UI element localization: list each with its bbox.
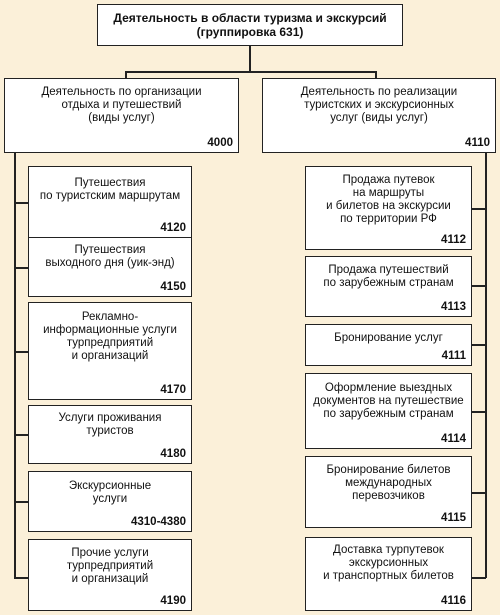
right-category-label: Деятельность по реализации туристских и экскурсионных услуг (виды услуг) — [300, 86, 458, 124]
right-child-code: 4115 — [441, 512, 466, 524]
right-branch-connector — [472, 208, 486, 210]
right-child-label: Доставка турпутевок экскурсионных и транспортных билетов — [323, 544, 454, 582]
right-child-box — [305, 166, 472, 250]
left-child-box — [28, 405, 192, 464]
left-child-box — [28, 302, 192, 400]
right-branch-connector — [472, 577, 486, 579]
right-child-code: 4112 — [441, 234, 466, 246]
right-child-box — [305, 256, 472, 317]
left-child-label: Рекламно- информационные услуги турпредприятий и организаций — [43, 311, 177, 362]
right-child-box — [305, 456, 472, 528]
root-box — [97, 4, 403, 46]
right-child-label: Продажа путевок на маршруты и билетов на экскурсии по территории РФ — [326, 174, 451, 225]
left-category-label: Деятельность по организации отдыха и путешествий (виды услуг) — [41, 86, 202, 124]
horizontal-connector — [125, 71, 375, 73]
right-category-code: 4110 — [465, 137, 490, 149]
left-child-box — [28, 237, 192, 297]
right-child-box — [305, 324, 472, 366]
right-branch-connector — [472, 285, 486, 287]
right-category-box — [262, 78, 496, 153]
left-branch-connector — [14, 577, 28, 579]
left-child-label: Путешествия по туристским маршрутам — [39, 177, 181, 202]
left-child-box — [28, 471, 192, 532]
right-child-code: 4113 — [441, 301, 466, 313]
right-child-label: Оформление выездных документов на путешествие по зарубежным странам — [313, 382, 464, 420]
left-branch-connector — [14, 351, 28, 353]
right-branch-connector — [472, 411, 486, 413]
left-category-box — [4, 78, 239, 153]
left-down-connector — [125, 71, 127, 78]
right-child-label: Бронирование услуг — [334, 332, 443, 344]
right-child-label: Бронирование билетов международных перевозчиков — [326, 464, 451, 502]
left-category-code: 4000 — [207, 137, 233, 149]
root-label: Деятельность в области туризма и экскурсий (группировка 631) — [113, 11, 387, 39]
right-down-connector — [375, 71, 377, 78]
root-down-connector — [249, 46, 251, 72]
left-spine — [14, 153, 16, 578]
left-child-code: 4150 — [160, 281, 186, 293]
left-child-code: 4180 — [160, 448, 186, 460]
right-child-box — [305, 373, 472, 449]
right-child-box — [305, 537, 472, 611]
left-child-code: 4190 — [160, 595, 186, 607]
left-branch-connector — [14, 501, 28, 503]
left-branch-connector — [14, 267, 28, 269]
left-child-label: Экскурсионные услуги — [68, 480, 152, 505]
left-child-code: 4310-4380 — [131, 516, 186, 528]
right-child-code: 4114 — [441, 433, 466, 445]
left-branch-connector — [14, 202, 28, 204]
left-child-box — [28, 539, 192, 611]
right-branch-connector — [472, 344, 486, 346]
left-child-label: Прочие услуги турпредприятий и организаций — [66, 547, 154, 585]
right-child-code: 4116 — [441, 595, 466, 607]
right-child-code: 4111 — [441, 350, 466, 362]
right-child-label: Продажа путешествий по зарубежным странам — [323, 264, 454, 289]
left-child-code: 4120 — [160, 222, 186, 234]
right-branch-connector — [472, 492, 486, 494]
left-child-code: 4170 — [160, 384, 186, 396]
left-child-label: Путешествия выходного дня (уик-энд) — [45, 244, 175, 269]
left-child-label: Услуги проживания туристов — [58, 412, 162, 437]
right-spine — [485, 153, 487, 578]
left-branch-connector — [14, 434, 28, 436]
left-child-box — [28, 166, 192, 238]
